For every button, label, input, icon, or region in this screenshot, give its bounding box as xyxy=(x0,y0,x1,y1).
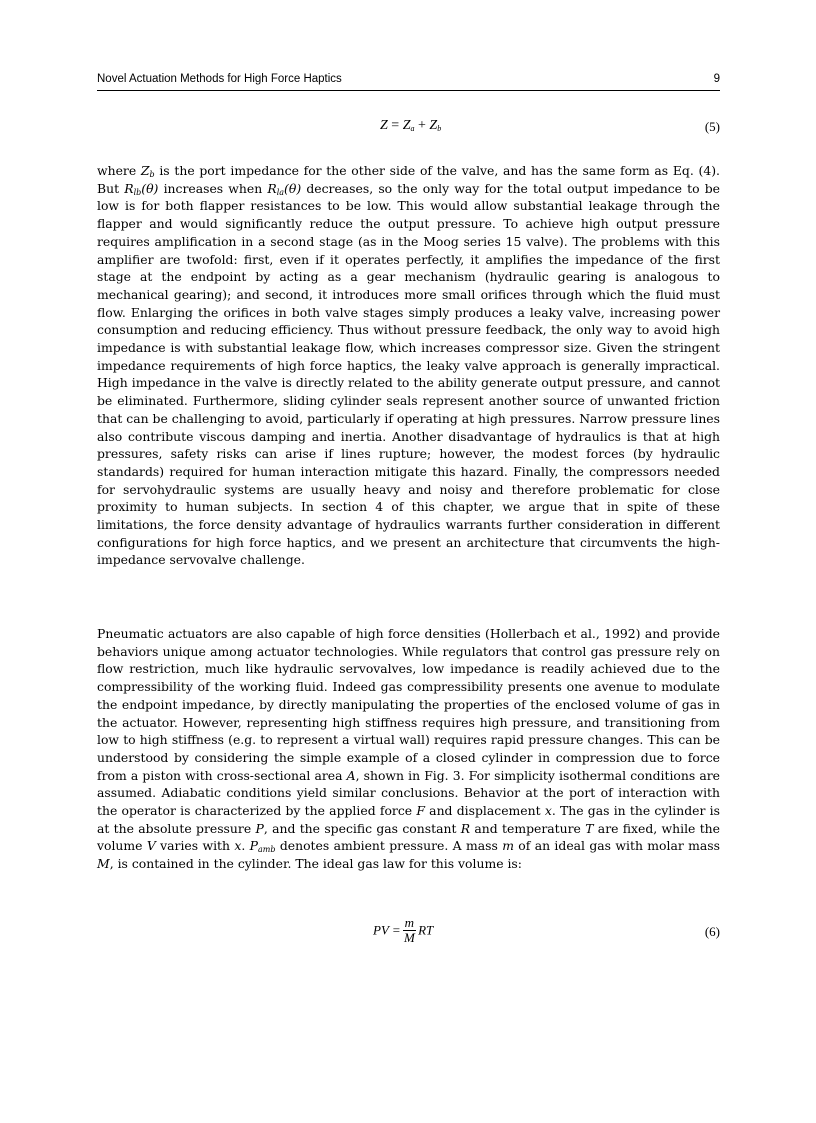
paragraph-2: Pneumatic actuators are also capable of high force densities (Hollerbach et al., 1992) and provide behaviors unique among actuator technologies. While regulators that control gas pressure rely on flow restriction, much like hydraulic servovalves, low impedance is readily achieved due to the compressibility of the working fluid. Indeed gas compressibility presents one avenue to modulate the endpoint impedance, by directly manipulating the properties of the enclosed volume of gas in the actuator. However, representing high stiffness requires high pressure, and transitioning from low to high stiffness (e.g. to represent a virtual wall) requires rapid pressure changes. This can be understood by considering the simple example of a closed cylinder in compression due to force from a piston with cross-sectional area A, shown in Fig. 3. For simplicity isothermal conditions are assumed. Adiabatic conditions yield similar conclusions. Behavior at the port of interaction with the operator is characterized by the applied force F and displacement x. The gas in the cylinder is at the absolute pressure P, and the specific gas constant R and temperature T are fixed, while the volume V varies with x. $P_{amb}$ denotes ambient pressure. A mass m of an ideal gas with molar mass M, is contained in the cylinder. The ideal gas law for this volume is: xyxy=(97,626,720,872)
page-number: 9 xyxy=(713,73,720,85)
equation-6-body: PV = $\frac{m}{M}$ RT xyxy=(373,915,434,945)
equation-6 xyxy=(97,916,720,956)
running-header xyxy=(97,70,720,91)
equation-5-body: $Z = Z_a + Z_b$ xyxy=(380,118,442,133)
fraction: $\frac{m}{M}$ xyxy=(403,915,415,945)
equation-5-number: (5) xyxy=(704,119,720,134)
equation-6-number: (6) xyxy=(704,924,720,939)
paragraph-1: where $Z_b$ is the port impedance for the other side of the valve, and has the same form as Eq. (4). But $R_{lb}(\theta)$ increases when $R_{la}(\theta)$ decreases, so the only way for the total output impedance to be low is for both flapper resistances to be low. This would allow substantial leakage through the flapper and would significantly reduce the output pressure. To achieve high output pressure requires amplification in a second stage (as in the Moog series 15 valve). The problems with this amplifier are twofold: first, even if it operates perfectly, it amplifies the impedance of the first stage at the endpoint by acting as a gear mechanism (hydraulic gearing is analogous to mechanical gearing); and second, it introduces more small orifices through which the fluid must flow. Enlarging the orifices in both valve stages simply produces a leaky valve, increasing power consumption and reducing efficiency. Thus without pressure feedback, the only way to avoid high impedance is with substantial leakage flow, which increases compressor size. Given the stringent impedance requirements of high force haptics, the leaky valve approach is generally impractical. High impedance in the valve is directly related to the ability generate output pressure, and cannot be eliminated. Furthermore, sliding cylinder seals represent another source of unwanted friction that can be challenging to avoid, particularly if operating at high pressures. Narrow pressure lines also contribute viscous damping and inertia. Another disadvantage of hydraulics is that at high pressures, safety risks can arise if lines rupture; however, the modest forces (by hydraulic standards) required for human interaction mitigate this hazard. Finally, the compressors needed for servohydraulic systems are usually heavy and noisy and therefore problematic for close proximity to human subjects. In section 4 of this chapter, we argue that in spite of these limitations, the force density advantage of hydraulics warrants further consideration in different configurations for high force haptics, and we present an architecture that circumvents the high-impedance servovalve challenge. xyxy=(97,163,720,568)
equation-5 xyxy=(97,118,720,138)
running-title: Novel Actuation Methods for High Force Haptics xyxy=(97,73,342,85)
